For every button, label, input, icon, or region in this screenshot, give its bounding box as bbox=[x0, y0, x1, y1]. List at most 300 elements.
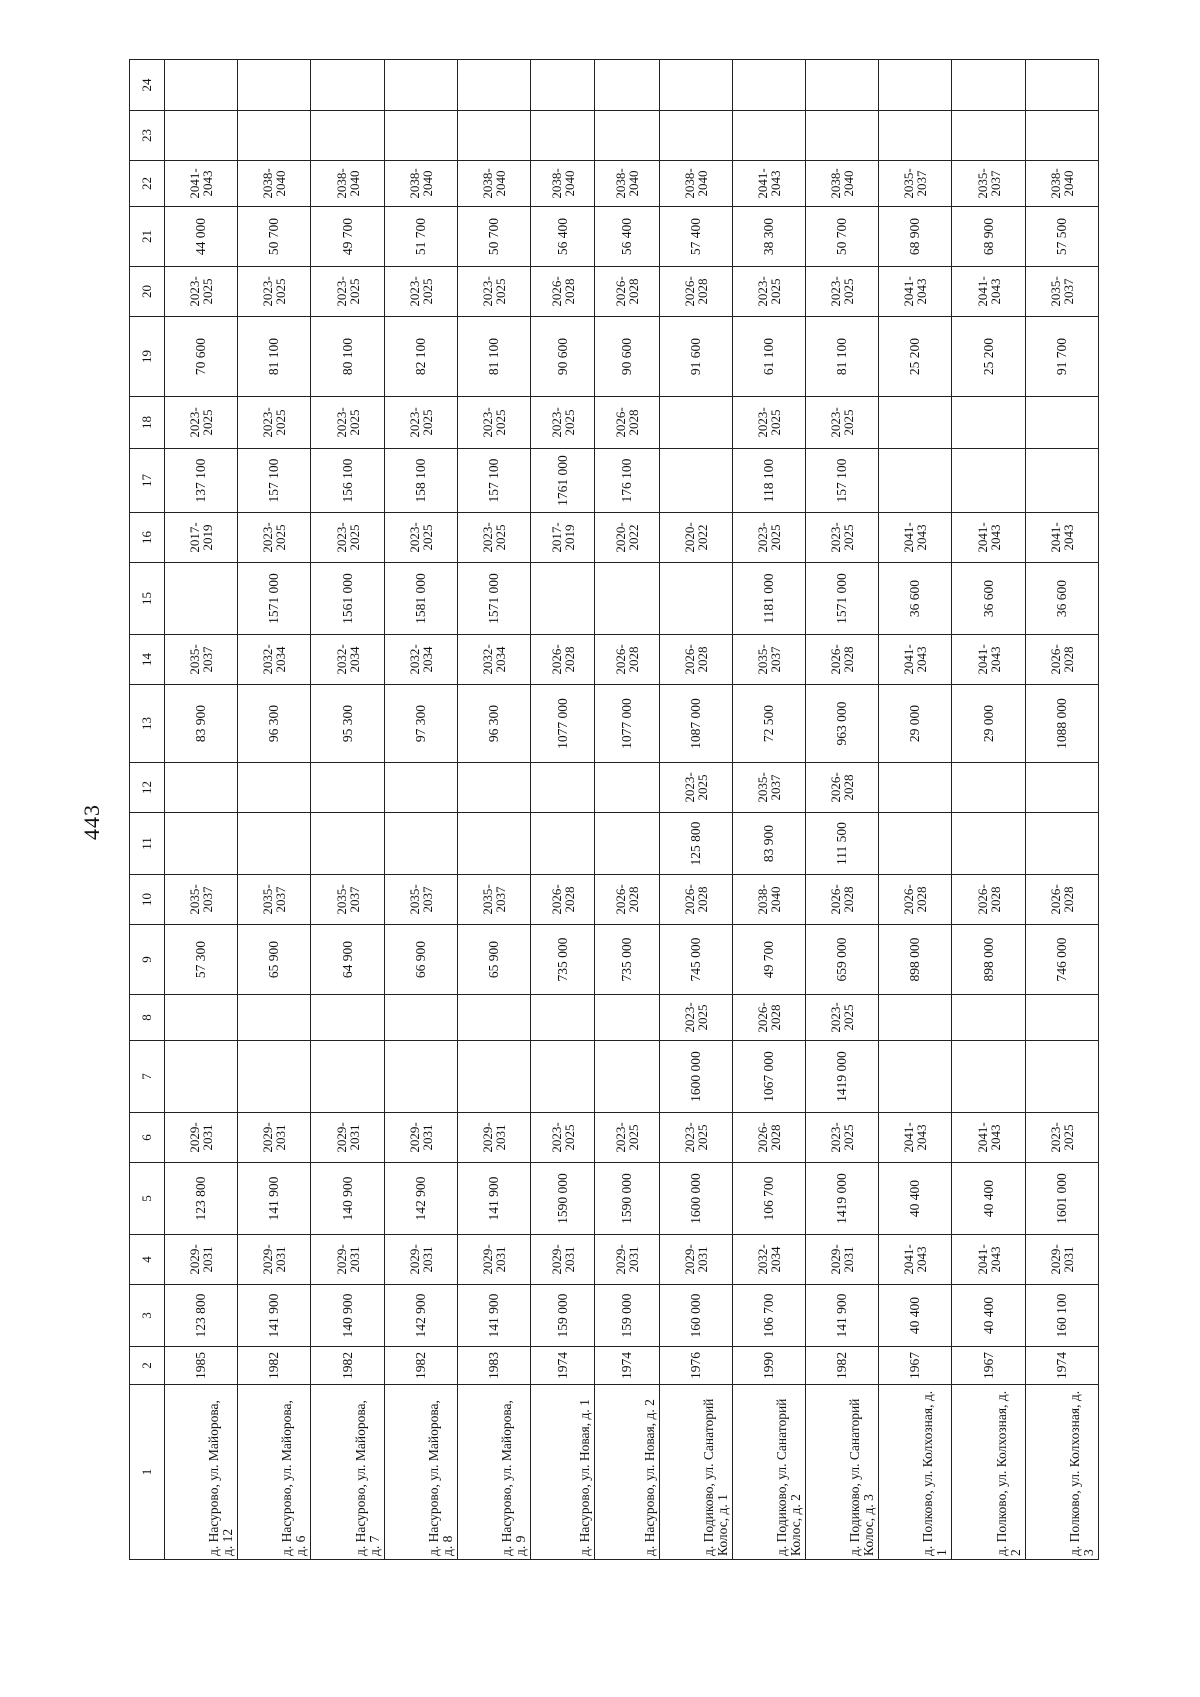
cost-cell: 963 000 bbox=[806, 685, 879, 763]
column-number: 14 bbox=[130, 635, 165, 685]
period-cell: 2023-2025 bbox=[165, 397, 238, 449]
address-cell: д. Полково, ул. Колхозная, д. 1 bbox=[879, 1385, 952, 1560]
period-cell: 2023-2025 bbox=[457, 513, 530, 563]
period-cell: 2038-2040 bbox=[732, 875, 805, 925]
cost-cell: 90 600 bbox=[595, 317, 659, 397]
cost-cell: 57 500 bbox=[1025, 207, 1098, 267]
table-rotated-container bbox=[129, 60, 1099, 1560]
cost-cell: 123 800 bbox=[165, 1163, 238, 1235]
period-cell: 2041-2043 bbox=[879, 267, 952, 317]
cost-cell bbox=[952, 111, 1025, 161]
period-cell: 2026-2028 bbox=[659, 635, 732, 685]
period-cell: 2026-2028 bbox=[806, 763, 879, 813]
cost-cell bbox=[1025, 60, 1098, 111]
period-cell bbox=[879, 995, 952, 1041]
cost-cell: 50 700 bbox=[457, 207, 530, 267]
period-cell: 2026-2028 bbox=[1025, 635, 1098, 685]
cost-cell bbox=[879, 111, 952, 161]
period-cell: 2032-2034 bbox=[384, 635, 457, 685]
cost-cell bbox=[238, 60, 311, 111]
period-cell: 2029-2031 bbox=[238, 1113, 311, 1163]
cost-cell: 898 000 bbox=[879, 925, 952, 995]
period-cell: 2023-2025 bbox=[659, 763, 732, 813]
column-number: 24 bbox=[130, 60, 165, 111]
address-cell: д. Подиково, ул. Санаторий Колос, д. 1 bbox=[659, 1385, 732, 1560]
table-row bbox=[806, 60, 879, 1560]
period-cell: 2029-2031 bbox=[659, 1235, 732, 1285]
cost-cell: 36 600 bbox=[952, 563, 1025, 635]
cost-cell bbox=[238, 1041, 311, 1113]
period-cell: 2026-2028 bbox=[879, 875, 952, 925]
address-cell: д. Насурово, ул. Новая, д. 1 bbox=[531, 1385, 595, 1560]
period-cell: 2026-2028 bbox=[1025, 875, 1098, 925]
cost-cell: 83 900 bbox=[165, 685, 238, 763]
period-cell: 2038-2040 bbox=[457, 161, 530, 207]
period-cell: 2035-2037 bbox=[732, 763, 805, 813]
cost-cell: 1561 000 bbox=[311, 563, 384, 635]
cost-cell bbox=[806, 111, 879, 161]
year-cell: 1967 bbox=[952, 1347, 1025, 1385]
period-cell: 2026-2028 bbox=[595, 875, 659, 925]
cost-cell: 745 000 bbox=[659, 925, 732, 995]
cost-cell: 1419 000 bbox=[806, 1163, 879, 1235]
cost-cell: 61 100 bbox=[732, 317, 805, 397]
period-cell: 2029-2031 bbox=[238, 1235, 311, 1285]
cost-cell: 72 500 bbox=[732, 685, 805, 763]
cost-cell: 25 200 bbox=[952, 317, 1025, 397]
period-cell: 2029-2031 bbox=[595, 1235, 659, 1285]
period-cell: 2026-2028 bbox=[732, 995, 805, 1041]
period-cell: 2023-2025 bbox=[659, 995, 732, 1041]
period-cell: 2023-2025 bbox=[659, 1113, 732, 1163]
cost-cell bbox=[595, 563, 659, 635]
table-row bbox=[952, 60, 1025, 1560]
table-row bbox=[879, 60, 952, 1560]
cost-cell: 51 700 bbox=[384, 207, 457, 267]
cost-cell: 140 900 bbox=[311, 1163, 384, 1235]
cost-cell: 81 100 bbox=[806, 317, 879, 397]
cost-cell bbox=[238, 111, 311, 161]
cost-cell: 40 400 bbox=[952, 1285, 1025, 1347]
cost-cell bbox=[165, 1041, 238, 1113]
year-cell: 1985 bbox=[165, 1347, 238, 1385]
cost-cell: 50 700 bbox=[806, 207, 879, 267]
period-cell: 2041-2043 bbox=[952, 635, 1025, 685]
year-cell: 1990 bbox=[732, 1347, 805, 1385]
cost-cell: 159 000 bbox=[531, 1285, 595, 1347]
cost-cell bbox=[531, 111, 595, 161]
cost-cell: 111 500 bbox=[806, 813, 879, 875]
cost-cell: 64 900 bbox=[311, 925, 384, 995]
cost-cell: 36 600 bbox=[879, 563, 952, 635]
cost-cell: 158 100 bbox=[384, 449, 457, 513]
period-cell bbox=[531, 763, 595, 813]
cost-cell: 44 000 bbox=[165, 207, 238, 267]
cost-cell bbox=[952, 60, 1025, 111]
cost-cell: 141 900 bbox=[238, 1163, 311, 1235]
cost-cell: 159 000 bbox=[595, 1285, 659, 1347]
period-cell: 2029-2031 bbox=[165, 1235, 238, 1285]
cost-cell: 65 900 bbox=[238, 925, 311, 995]
address-cell: д. Насурово, ул. Майорова, д. 12 bbox=[165, 1385, 238, 1560]
cost-cell bbox=[659, 111, 732, 161]
cost-cell bbox=[311, 111, 384, 161]
cost-cell bbox=[384, 1041, 457, 1113]
cost-cell bbox=[311, 1041, 384, 1113]
cost-cell bbox=[879, 449, 952, 513]
column-number: 15 bbox=[130, 563, 165, 635]
cost-cell bbox=[1025, 449, 1098, 513]
cost-cell: 156 100 bbox=[311, 449, 384, 513]
period-cell: 2023-2025 bbox=[311, 267, 384, 317]
column-number: 22 bbox=[130, 161, 165, 207]
cost-cell: 157 100 bbox=[238, 449, 311, 513]
column-number: 12 bbox=[130, 763, 165, 813]
period-cell bbox=[457, 763, 530, 813]
cost-cell: 157 100 bbox=[457, 449, 530, 513]
cost-cell: 49 700 bbox=[311, 207, 384, 267]
period-cell: 2017-2019 bbox=[531, 513, 595, 563]
table-row bbox=[311, 60, 384, 1560]
cost-cell: 142 900 bbox=[384, 1285, 457, 1347]
cost-cell bbox=[732, 60, 805, 111]
page-number: 443 bbox=[79, 804, 104, 840]
cost-cell bbox=[952, 1041, 1025, 1113]
year-cell: 1974 bbox=[595, 1347, 659, 1385]
cost-cell: 1571 000 bbox=[457, 563, 530, 635]
cost-cell: 898 000 bbox=[952, 925, 1025, 995]
cost-cell: 95 300 bbox=[311, 685, 384, 763]
cost-cell bbox=[457, 1041, 530, 1113]
cost-cell: 1581 000 bbox=[384, 563, 457, 635]
cost-cell bbox=[384, 813, 457, 875]
period-cell bbox=[311, 763, 384, 813]
period-cell: 2041-2043 bbox=[879, 1113, 952, 1163]
cost-cell: 1761 000 bbox=[531, 449, 595, 513]
cost-cell bbox=[457, 813, 530, 875]
cost-cell: 176 100 bbox=[595, 449, 659, 513]
period-cell: 2026-2028 bbox=[531, 267, 595, 317]
header-row bbox=[130, 60, 165, 1560]
period-cell: 2035-2037 bbox=[732, 635, 805, 685]
cost-cell: 83 900 bbox=[732, 813, 805, 875]
cost-cell bbox=[879, 1041, 952, 1113]
cost-cell bbox=[595, 813, 659, 875]
cost-cell: 90 600 bbox=[531, 317, 595, 397]
period-cell: 2023-2025 bbox=[531, 1113, 595, 1163]
period-cell: 2023-2025 bbox=[238, 397, 311, 449]
cost-cell bbox=[595, 60, 659, 111]
cost-cell: 50 700 bbox=[238, 207, 311, 267]
cost-cell: 1600 000 bbox=[659, 1163, 732, 1235]
cost-cell: 1419 000 bbox=[806, 1041, 879, 1113]
address-cell: д. Насурово, ул. Новая, д. 2 bbox=[595, 1385, 659, 1560]
period-cell: 2038-2040 bbox=[1025, 161, 1098, 207]
period-cell: 2023-2025 bbox=[732, 513, 805, 563]
period-cell: 2038-2040 bbox=[806, 161, 879, 207]
period-cell bbox=[595, 995, 659, 1041]
period-cell: 2023-2025 bbox=[457, 267, 530, 317]
cost-cell: 140 900 bbox=[311, 1285, 384, 1347]
year-cell: 1974 bbox=[531, 1347, 595, 1385]
cost-cell: 68 900 bbox=[952, 207, 1025, 267]
period-cell: 2041-2043 bbox=[165, 161, 238, 207]
cost-cell: 38 300 bbox=[732, 207, 805, 267]
column-number: 13 bbox=[130, 685, 165, 763]
cost-cell: 1088 000 bbox=[1025, 685, 1098, 763]
period-cell: 2029-2031 bbox=[165, 1113, 238, 1163]
period-cell: 2023-2025 bbox=[384, 267, 457, 317]
column-number: 17 bbox=[130, 449, 165, 513]
period-cell: 2035-2037 bbox=[952, 161, 1025, 207]
period-cell: 2023-2025 bbox=[384, 513, 457, 563]
period-cell: 2041-2043 bbox=[952, 513, 1025, 563]
period-cell: 2023-2025 bbox=[806, 267, 879, 317]
period-cell: 2035-2037 bbox=[165, 635, 238, 685]
address-cell: д. Насурово, ул. Майорова, д. 9 bbox=[457, 1385, 530, 1560]
period-cell: 2026-2028 bbox=[659, 875, 732, 925]
cost-cell bbox=[165, 563, 238, 635]
address-cell: д. Полково, ул. Колхозная, д. 2 bbox=[952, 1385, 1025, 1560]
period-cell: 2029-2031 bbox=[531, 1235, 595, 1285]
cost-cell: 96 300 bbox=[238, 685, 311, 763]
period-cell: 2023-2025 bbox=[806, 397, 879, 449]
column-number: 6 bbox=[130, 1113, 165, 1163]
cost-cell: 66 900 bbox=[384, 925, 457, 995]
cost-cell: 118 100 bbox=[732, 449, 805, 513]
table-row bbox=[595, 60, 659, 1560]
period-cell: 2029-2031 bbox=[311, 1235, 384, 1285]
cost-cell bbox=[384, 111, 457, 161]
period-cell: 2023-2025 bbox=[311, 397, 384, 449]
cost-cell bbox=[531, 60, 595, 111]
address-cell: д. Полково, ул. Колхозная, д. 3 bbox=[1025, 1385, 1098, 1560]
period-cell: 2035-2037 bbox=[165, 875, 238, 925]
address-cell: д. Насурово, ул. Майорова, д. 7 bbox=[311, 1385, 384, 1560]
cost-cell: 49 700 bbox=[732, 925, 805, 995]
cost-cell bbox=[531, 1041, 595, 1113]
cost-cell bbox=[1025, 1041, 1098, 1113]
period-cell: 2038-2040 bbox=[531, 161, 595, 207]
cost-cell: 57 300 bbox=[165, 925, 238, 995]
cost-cell bbox=[806, 60, 879, 111]
cost-cell: 157 100 bbox=[806, 449, 879, 513]
cost-cell: 1077 000 bbox=[531, 685, 595, 763]
period-cell: 2026-2028 bbox=[659, 267, 732, 317]
cost-cell: 56 400 bbox=[595, 207, 659, 267]
period-cell: 2023-2025 bbox=[732, 267, 805, 317]
cost-cell bbox=[457, 60, 530, 111]
period-cell bbox=[165, 763, 238, 813]
cost-cell bbox=[238, 813, 311, 875]
period-cell bbox=[311, 995, 384, 1041]
column-number: 5 bbox=[130, 1163, 165, 1235]
cost-cell: 1087 000 bbox=[659, 685, 732, 763]
cost-cell: 746 000 bbox=[1025, 925, 1098, 995]
column-number: 21 bbox=[130, 207, 165, 267]
cost-cell bbox=[165, 813, 238, 875]
period-cell bbox=[165, 995, 238, 1041]
period-cell bbox=[1025, 995, 1098, 1041]
period-cell: 2035-2037 bbox=[1025, 267, 1098, 317]
period-cell: 2041-2043 bbox=[952, 1235, 1025, 1285]
cost-cell: 160 000 bbox=[659, 1285, 732, 1347]
period-cell: 2026-2028 bbox=[595, 267, 659, 317]
period-cell: 2023-2025 bbox=[732, 397, 805, 449]
period-cell: 2038-2040 bbox=[384, 161, 457, 207]
period-cell bbox=[238, 995, 311, 1041]
column-number: 8 bbox=[130, 995, 165, 1041]
year-cell: 1976 bbox=[659, 1347, 732, 1385]
cost-cell: 56 400 bbox=[531, 207, 595, 267]
cost-cell: 142 900 bbox=[384, 1163, 457, 1235]
cost-cell: 137 100 bbox=[165, 449, 238, 513]
period-cell: 2023-2025 bbox=[595, 1113, 659, 1163]
period-cell: 2041-2043 bbox=[732, 161, 805, 207]
table-row bbox=[238, 60, 311, 1560]
cost-cell: 1571 000 bbox=[238, 563, 311, 635]
cost-cell: 1600 000 bbox=[659, 1041, 732, 1113]
column-number: 10 bbox=[130, 875, 165, 925]
cost-cell: 29 000 bbox=[879, 685, 952, 763]
column-number: 3 bbox=[130, 1285, 165, 1347]
cost-cell bbox=[531, 563, 595, 635]
period-cell: 2023-2025 bbox=[457, 397, 530, 449]
cost-cell: 91 600 bbox=[659, 317, 732, 397]
cost-cell bbox=[659, 60, 732, 111]
period-cell: 2023-2025 bbox=[238, 513, 311, 563]
period-cell: 2029-2031 bbox=[457, 1235, 530, 1285]
table-row bbox=[457, 60, 530, 1560]
cost-cell: 141 900 bbox=[238, 1285, 311, 1347]
period-cell: 2023-2025 bbox=[165, 267, 238, 317]
cost-cell bbox=[879, 813, 952, 875]
period-cell: 2023-2025 bbox=[806, 1113, 879, 1163]
cost-cell bbox=[595, 111, 659, 161]
cost-cell bbox=[952, 813, 1025, 875]
cost-cell: 106 700 bbox=[732, 1285, 805, 1347]
cost-cell: 40 400 bbox=[879, 1163, 952, 1235]
period-cell: 2029-2031 bbox=[311, 1113, 384, 1163]
year-cell: 1983 bbox=[457, 1347, 530, 1385]
cost-cell: 68 900 bbox=[879, 207, 952, 267]
period-cell: 2029-2031 bbox=[384, 1235, 457, 1285]
period-cell: 2032-2034 bbox=[311, 635, 384, 685]
period-cell: 2017-2019 bbox=[165, 513, 238, 563]
column-number: 7 bbox=[130, 1041, 165, 1113]
cost-cell: 82 100 bbox=[384, 317, 457, 397]
cost-cell: 40 400 bbox=[879, 1285, 952, 1347]
period-cell: 2026-2028 bbox=[732, 1113, 805, 1163]
period-cell: 2023-2025 bbox=[238, 267, 311, 317]
period-cell: 2035-2037 bbox=[457, 875, 530, 925]
period-cell: 2026-2028 bbox=[595, 397, 659, 449]
table-row bbox=[659, 60, 732, 1560]
cost-cell bbox=[659, 449, 732, 513]
year-cell: 1967 bbox=[879, 1347, 952, 1385]
cost-cell: 141 900 bbox=[457, 1285, 530, 1347]
cost-cell bbox=[659, 563, 732, 635]
cost-cell: 141 900 bbox=[457, 1163, 530, 1235]
period-cell: 2026-2028 bbox=[806, 875, 879, 925]
column-number: 11 bbox=[130, 813, 165, 875]
period-cell: 2026-2028 bbox=[952, 875, 1025, 925]
period-cell: 2026-2028 bbox=[595, 635, 659, 685]
period-cell: 2032-2034 bbox=[457, 635, 530, 685]
period-cell: 2038-2040 bbox=[659, 161, 732, 207]
column-number: 19 bbox=[130, 317, 165, 397]
period-cell: 2023-2025 bbox=[1025, 1113, 1098, 1163]
cost-cell: 125 800 bbox=[659, 813, 732, 875]
cost-cell: 735 000 bbox=[595, 925, 659, 995]
cost-cell bbox=[165, 60, 238, 111]
period-cell: 2041-2043 bbox=[952, 267, 1025, 317]
cost-cell: 70 600 bbox=[165, 317, 238, 397]
table-row bbox=[531, 60, 595, 1560]
cost-cell: 97 300 bbox=[384, 685, 457, 763]
period-cell: 2038-2040 bbox=[311, 161, 384, 207]
period-cell: 2032-2034 bbox=[238, 635, 311, 685]
period-cell: 2020-2022 bbox=[659, 513, 732, 563]
period-cell bbox=[879, 397, 952, 449]
cost-cell: 1590 000 bbox=[531, 1163, 595, 1235]
cost-cell: 96 300 bbox=[457, 685, 530, 763]
period-cell: 2023-2025 bbox=[384, 397, 457, 449]
column-number: 23 bbox=[130, 111, 165, 161]
period-cell bbox=[384, 763, 457, 813]
cost-cell: 36 600 bbox=[1025, 563, 1098, 635]
cost-cell bbox=[311, 60, 384, 111]
period-cell: 2035-2037 bbox=[238, 875, 311, 925]
column-number: 9 bbox=[130, 925, 165, 995]
column-number: 20 bbox=[130, 267, 165, 317]
period-cell: 2041-2043 bbox=[879, 513, 952, 563]
period-cell: 2041-2043 bbox=[879, 1235, 952, 1285]
cost-cell: 735 000 bbox=[531, 925, 595, 995]
address-cell: д. Подиково, ул. Санаторий Колос, д. 2 bbox=[732, 1385, 805, 1560]
address-cell: д. Насурово, ул. Майорова, д. 8 bbox=[384, 1385, 457, 1560]
column-number: 2 bbox=[130, 1347, 165, 1385]
cost-cell bbox=[384, 60, 457, 111]
column-number: 18 bbox=[130, 397, 165, 449]
period-cell: 2029-2031 bbox=[384, 1113, 457, 1163]
cost-cell bbox=[879, 60, 952, 111]
cost-cell: 160 100 bbox=[1025, 1285, 1098, 1347]
period-cell bbox=[595, 763, 659, 813]
cost-cell bbox=[165, 111, 238, 161]
period-cell bbox=[952, 763, 1025, 813]
cost-cell: 1181 000 bbox=[732, 563, 805, 635]
cost-cell: 1601 000 bbox=[1025, 1163, 1098, 1235]
period-cell bbox=[457, 995, 530, 1041]
year-cell: 1974 bbox=[1025, 1347, 1098, 1385]
cost-cell: 80 100 bbox=[311, 317, 384, 397]
period-cell: 2041-2043 bbox=[1025, 513, 1098, 563]
period-cell: 2020-2022 bbox=[595, 513, 659, 563]
period-cell: 2041-2043 bbox=[952, 1113, 1025, 1163]
table-row bbox=[1025, 60, 1098, 1560]
cost-cell bbox=[732, 111, 805, 161]
table-row bbox=[732, 60, 805, 1560]
cost-cell: 40 400 bbox=[952, 1163, 1025, 1235]
cost-cell bbox=[595, 1041, 659, 1113]
address-cell: д. Насурово, ул. Майорова, д. 6 bbox=[238, 1385, 311, 1560]
period-cell: 2041-2043 bbox=[879, 635, 952, 685]
cost-cell: 141 900 bbox=[806, 1285, 879, 1347]
cost-cell: 65 900 bbox=[457, 925, 530, 995]
period-cell bbox=[952, 397, 1025, 449]
period-cell bbox=[531, 995, 595, 1041]
